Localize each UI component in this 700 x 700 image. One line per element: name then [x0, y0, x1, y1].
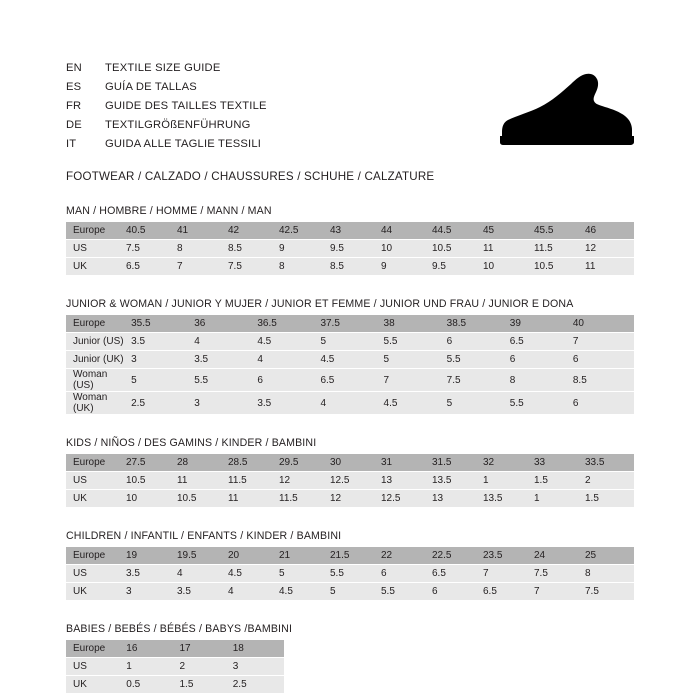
cell: 10.5: [532, 258, 583, 276]
cell: 12: [583, 240, 634, 258]
cell: 6: [571, 392, 634, 415]
row-label: Europe: [66, 547, 124, 565]
cell: 2: [583, 472, 634, 490]
cell: 11.5: [277, 490, 328, 508]
cell: 4.5: [226, 565, 277, 583]
cell: 5: [445, 392, 508, 415]
table-row: [66, 490, 634, 508]
cell: 45.5: [532, 222, 583, 240]
cell: 38: [382, 315, 445, 333]
cell: 33.5: [583, 454, 634, 472]
cell: 4: [175, 565, 226, 583]
cell: 5.5: [445, 351, 508, 369]
cell: 4.5: [318, 351, 381, 369]
language-title: TEXTILE SIZE GUIDE: [105, 62, 221, 74]
table-row: [66, 676, 284, 694]
table-row: [66, 472, 634, 490]
cell: 8.5: [328, 258, 379, 276]
cell: 22.5: [430, 547, 481, 565]
language-title: GUÍA DE TALLAS: [105, 81, 197, 93]
cell: 6: [379, 565, 430, 583]
cell: 25: [583, 547, 634, 565]
cell: 16: [124, 640, 177, 658]
cell: 30: [328, 454, 379, 472]
cell: 11: [481, 240, 532, 258]
cell: 24: [532, 547, 583, 565]
cell: 35.5: [129, 315, 192, 333]
cell: 7: [481, 565, 532, 583]
cell: 11.5: [226, 472, 277, 490]
footwear-section-title: FOOTWEAR / CALZADO / CHAUSSURES / SCHUHE / CALZATURE: [66, 170, 435, 183]
cell: 43: [328, 222, 379, 240]
size-table-junior-woman: [66, 315, 634, 415]
cell: 37.5: [318, 315, 381, 333]
cell: 13: [379, 472, 430, 490]
cell: 9: [379, 258, 430, 276]
cell: 1: [532, 490, 583, 508]
table-row: [66, 658, 284, 676]
cell: 38.5: [445, 315, 508, 333]
cell: 22: [379, 547, 430, 565]
row-label: US: [66, 565, 124, 583]
cell: 45: [481, 222, 532, 240]
cell: 13.5: [430, 472, 481, 490]
cell: 7: [571, 333, 634, 351]
cell: 5: [328, 583, 379, 601]
cell: 28: [175, 454, 226, 472]
row-label: Junior (UK): [66, 351, 129, 369]
cell: 31.5: [430, 454, 481, 472]
row-label: Europe: [66, 222, 124, 240]
cell: 6.5: [481, 583, 532, 601]
cell: 28.5: [226, 454, 277, 472]
cell: 41: [175, 222, 226, 240]
row-label: Junior (US): [66, 333, 129, 351]
cell: 42: [226, 222, 277, 240]
cell: 2.5: [129, 392, 192, 415]
cell: 19: [124, 547, 175, 565]
cell: 10.5: [175, 490, 226, 508]
cell: 13.5: [481, 490, 532, 508]
cell: 3.5: [129, 333, 192, 351]
cell: 7.5: [124, 240, 175, 258]
cell: 3: [129, 351, 192, 369]
language-code: IT: [66, 138, 77, 150]
language-title: GUIDE DES TAILLES TEXTILE: [105, 100, 267, 112]
cell: 3.5: [255, 392, 318, 415]
cell: 40: [571, 315, 634, 333]
cell: 40.5: [124, 222, 175, 240]
cell: 9.5: [430, 258, 481, 276]
table-row: [66, 454, 634, 472]
language-title: TEXTILGRÖßENFÜHRUNG: [105, 119, 251, 131]
cell: 44.5: [430, 222, 481, 240]
cell: 19.5: [175, 547, 226, 565]
cell: 44: [379, 222, 430, 240]
cell: 46: [583, 222, 634, 240]
cell: 7: [175, 258, 226, 276]
cell: 42.5: [277, 222, 328, 240]
row-label: UK: [66, 258, 124, 276]
cell: 6: [430, 583, 481, 601]
cell: 9.5: [328, 240, 379, 258]
cell: 11.5: [532, 240, 583, 258]
cell: 5: [129, 369, 192, 392]
cell: 6: [571, 351, 634, 369]
language-title: GUIDA ALLE TAGLIE TESSILI: [105, 138, 262, 150]
cell: 8: [277, 258, 328, 276]
cell: 33: [532, 454, 583, 472]
cell: 11: [175, 472, 226, 490]
cell: 4.5: [277, 583, 328, 601]
cell: 4: [255, 351, 318, 369]
cell: 6.5: [318, 369, 381, 392]
row-label: US: [66, 472, 124, 490]
table-row: [66, 392, 634, 415]
cell: 2.5: [231, 676, 284, 694]
cell: 36.5: [255, 315, 318, 333]
cell: 10: [124, 490, 175, 508]
row-label: Woman (UK): [66, 392, 129, 415]
cell: 10: [379, 240, 430, 258]
row-label: US: [66, 658, 124, 676]
cell: 10.5: [430, 240, 481, 258]
row-label: US: [66, 240, 124, 258]
cell: 21: [277, 547, 328, 565]
cell: 8.5: [571, 369, 634, 392]
table-row: [66, 547, 634, 565]
cell: 5: [382, 351, 445, 369]
cell: 4.5: [382, 392, 445, 415]
cell: 7: [382, 369, 445, 392]
cell: 8: [508, 369, 571, 392]
cell: 7.5: [226, 258, 277, 276]
cell: 10: [481, 258, 532, 276]
cell: 11: [226, 490, 277, 508]
cell: 3: [231, 658, 284, 676]
table-title: JUNIOR & WOMAN / JUNIOR Y MUJER / JUNIOR ET FEMME / JUNIOR UND FRAU / JUNIOR E DONA: [66, 298, 574, 310]
table-title: BABIES / BEBÉS / BÉBÉS / BABYS /BAMBINI: [66, 623, 293, 635]
row-label: Europe: [66, 640, 124, 658]
dress-shoe-icon: [440, 72, 640, 152]
table-row: [66, 640, 284, 658]
cell: 36: [192, 315, 255, 333]
size-table-kids: [66, 454, 634, 508]
table-block-children: [66, 530, 634, 601]
table-row: [66, 315, 634, 333]
cell: 1.5: [583, 490, 634, 508]
cell: 6.5: [508, 333, 571, 351]
cell: 1.5: [178, 676, 231, 694]
cell: 6.5: [124, 258, 175, 276]
cell: 8: [175, 240, 226, 258]
table-title: MAN / HOMBRE / HOMME / MANN / MAN: [66, 205, 272, 217]
row-label: Woman (US): [66, 369, 129, 392]
cell: 5.5: [508, 392, 571, 415]
language-code: FR: [66, 100, 82, 112]
table-row: [66, 351, 634, 369]
cell: 31: [379, 454, 430, 472]
language-code: ES: [66, 81, 82, 93]
cell: 1: [124, 658, 177, 676]
cell: 11: [583, 258, 634, 276]
cell: 5.5: [328, 565, 379, 583]
cell: 29.5: [277, 454, 328, 472]
cell: 6.5: [430, 565, 481, 583]
cell: 5.5: [382, 333, 445, 351]
table-title: KIDS / NIÑOS / DES GAMINS / KINDER / BAMBINI: [66, 437, 317, 449]
cell: 32: [481, 454, 532, 472]
cell: 4: [192, 333, 255, 351]
table-row: [66, 565, 634, 583]
cell: 3.5: [175, 583, 226, 601]
row-label: Europe: [66, 454, 124, 472]
cell: 13: [430, 490, 481, 508]
table-block-babies: [66, 623, 634, 694]
cell: 4: [226, 583, 277, 601]
cell: 3: [124, 583, 175, 601]
cell: 10.5: [124, 472, 175, 490]
row-label: UK: [66, 583, 124, 601]
language-code: EN: [66, 62, 82, 74]
cell: 1: [481, 472, 532, 490]
table-row: [66, 369, 634, 392]
table-row: [66, 583, 634, 601]
table-row: [66, 258, 634, 276]
cell: 12: [328, 490, 379, 508]
table-row: [66, 222, 634, 240]
cell: 12.5: [328, 472, 379, 490]
cell: 5.5: [379, 583, 430, 601]
cell: 7.5: [445, 369, 508, 392]
document-header: [66, 62, 634, 158]
cell: 6: [255, 369, 318, 392]
cell: 21.5: [328, 547, 379, 565]
cell: 20: [226, 547, 277, 565]
table-block-man: [66, 205, 634, 276]
size-table-children: [66, 547, 634, 601]
cell: 5.5: [192, 369, 255, 392]
cell: 8: [583, 565, 634, 583]
cell: 6: [445, 333, 508, 351]
cell: 12: [277, 472, 328, 490]
cell: 5: [318, 333, 381, 351]
cell: 5: [277, 565, 328, 583]
size-table-man: [66, 222, 634, 276]
table-title: CHILDREN / INFANTIL / ENFANTS / KINDER / BAMBINI: [66, 530, 342, 542]
cell: 3: [192, 392, 255, 415]
cell: 8.5: [226, 240, 277, 258]
cell: 27.5: [124, 454, 175, 472]
table-block-kids: [66, 437, 634, 508]
cell: 12.5: [379, 490, 430, 508]
table-block-junior-woman: [66, 298, 634, 415]
cell: 9: [277, 240, 328, 258]
cell: 6: [508, 351, 571, 369]
table-row: [66, 333, 634, 351]
row-label: Europe: [66, 315, 129, 333]
cell: 23.5: [481, 547, 532, 565]
cell: 4.5: [255, 333, 318, 351]
cell: 3.5: [124, 565, 175, 583]
cell: 3.5: [192, 351, 255, 369]
cell: 7.5: [583, 583, 634, 601]
cell: 39: [508, 315, 571, 333]
row-label: UK: [66, 490, 124, 508]
size-table-babies: [66, 640, 284, 694]
language-code: DE: [66, 119, 82, 131]
cell: 17: [178, 640, 231, 658]
row-label: UK: [66, 676, 124, 694]
cell: 7: [532, 583, 583, 601]
cell: 0.5: [124, 676, 177, 694]
cell: 4: [318, 392, 381, 415]
cell: 7.5: [532, 565, 583, 583]
table-row: [66, 240, 634, 258]
cell: 1.5: [532, 472, 583, 490]
cell: 2: [178, 658, 231, 676]
cell: 18: [231, 640, 284, 658]
